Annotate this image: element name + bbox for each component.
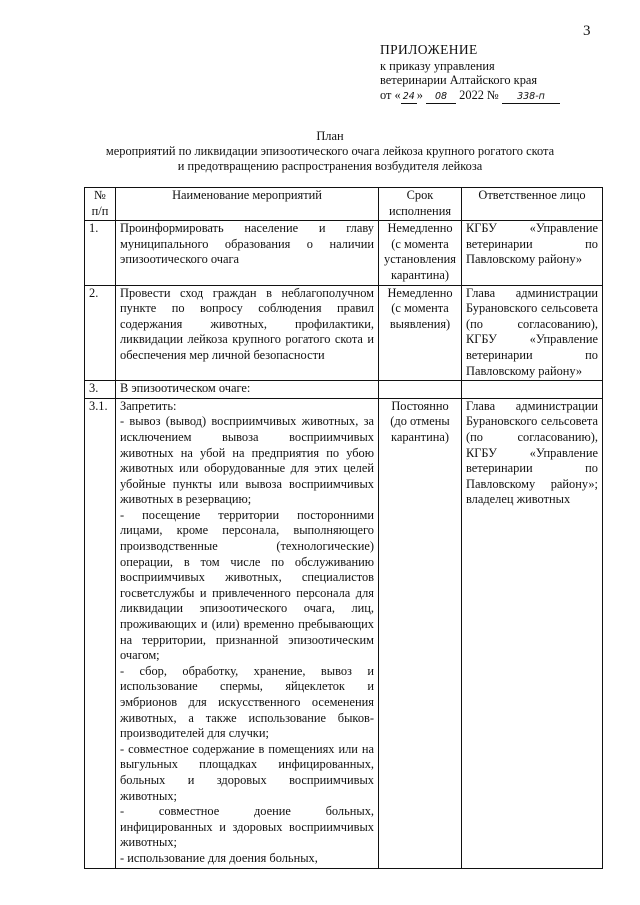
prohibition-item: - сбор, обработку, хранение, вывоз и использование спермы, яйцеклеток и эмбрионов для искусственного осеменения животных, а также использование быков-производителей для случки;	[120, 663, 374, 741]
page-number: 3	[583, 23, 591, 39]
appendix-day: 24	[402, 90, 415, 102]
header-responsible: Ответственное лицо	[462, 188, 603, 221]
plan-subtitle-line-1: мероприятий по ликвидации эпизоотического очага лейкоза крупного рогатого скота	[105, 143, 555, 158]
row-name	[116, 398, 379, 868]
row-num: 1.	[85, 221, 116, 285]
header-name: Наименование мероприятий	[116, 188, 379, 221]
table-row	[85, 381, 603, 399]
row-num: 2.	[85, 285, 116, 381]
row-responsible: Глава администрации Бурановского сельсовета (по согласованию), КГБУ «Управление ветеринарии по Павловскому району»	[462, 285, 603, 381]
appendix-quote-mid: »	[416, 87, 423, 102]
appendix-number: 338-п	[502, 91, 560, 104]
row-responsible: Глава администрации Бурановского сельсовета (по согласованию), КГБУ «Управление ветеринарии по Павловскому району»; владелец животных	[462, 398, 603, 868]
row-responsible: КГБУ «Управление ветеринарии по Павловскому району»	[462, 221, 603, 285]
header-term: Срок исполнения	[379, 188, 462, 221]
row-name: Провести сход граждан в неблагополучном пункте по вопросу соблюдения правил содержания животных, профилактики, ликвидации лейкоза крупного рогатого скота и обеспечения мер личной безопасности	[116, 285, 379, 381]
prohibition-item: - вывоз (вывод) восприимчивых животных, за исключением вывоза восприимчивых животных на убой на предприятия по убою животных или оборудованные для этих целей убойные пункты или вывоза восприимчивых животных в резервацию;	[120, 414, 374, 507]
row-term: Постоянно (до отмены карантина)	[379, 398, 462, 868]
table-row	[85, 285, 603, 381]
appendix-line-2: ветеринарии Алтайского края	[380, 73, 538, 87]
prohibition-item: - посещение территории посторонними лицами, кроме персонала, выполняющего производственные (технологические) операции, в том числе по обслуживанию восприимчивых животных, специалистов госветслужбы и привлеченного персонала для ликвидации эпизоотического очага, лиц, проживающих и (или) временно пребывающих на территории, признанной эпизоотическим очагом;	[120, 507, 374, 663]
row-num: 3.	[85, 381, 116, 399]
row-term: Немедленно (с момента установления карантина)	[379, 221, 462, 285]
table-header-row	[85, 188, 603, 221]
prohibition-item: - использование для доения больных,	[120, 850, 318, 865]
row-term	[379, 381, 462, 399]
plan-title-block	[40, 129, 620, 173]
appendix-date-line	[380, 88, 610, 104]
row-term: Немедленно (с момента выявления)	[379, 285, 462, 381]
row-name: Проинформировать население и главу муниципального образования о наличии эпизоотического очага	[116, 221, 379, 285]
prohibition-item: - совместное доение больных, инфицированных и здоровых восприимчивых животных;	[120, 804, 374, 850]
appendix-year: 2022 №	[459, 87, 499, 102]
plan-title: План	[316, 129, 344, 143]
plan-subtitle-line-2: и предотвращению распространения возбудителя лейкоза	[177, 158, 483, 173]
prohibition-item: - совместное содержание в помещениях или на выгульных площадках инфицированных, больных и здоровых восприимчивых животных;	[120, 741, 374, 803]
header-num: № п/п	[85, 188, 116, 221]
row-name-intro: Запретить:	[120, 398, 177, 413]
row-num: 3.1.	[85, 398, 116, 868]
table-row	[85, 398, 603, 868]
row-responsible	[462, 381, 603, 399]
appendix-month: 08	[426, 91, 456, 104]
table-row	[85, 221, 603, 285]
row-name: В эпизоотическом очаге:	[116, 381, 379, 399]
appendix-block	[380, 43, 610, 104]
plan-table	[84, 187, 603, 869]
appendix-from-prefix: от «	[380, 87, 401, 102]
appendix-heading: ПРИЛОЖЕНИЕ	[380, 42, 478, 57]
appendix-line-1: к приказу управления	[380, 58, 495, 73]
